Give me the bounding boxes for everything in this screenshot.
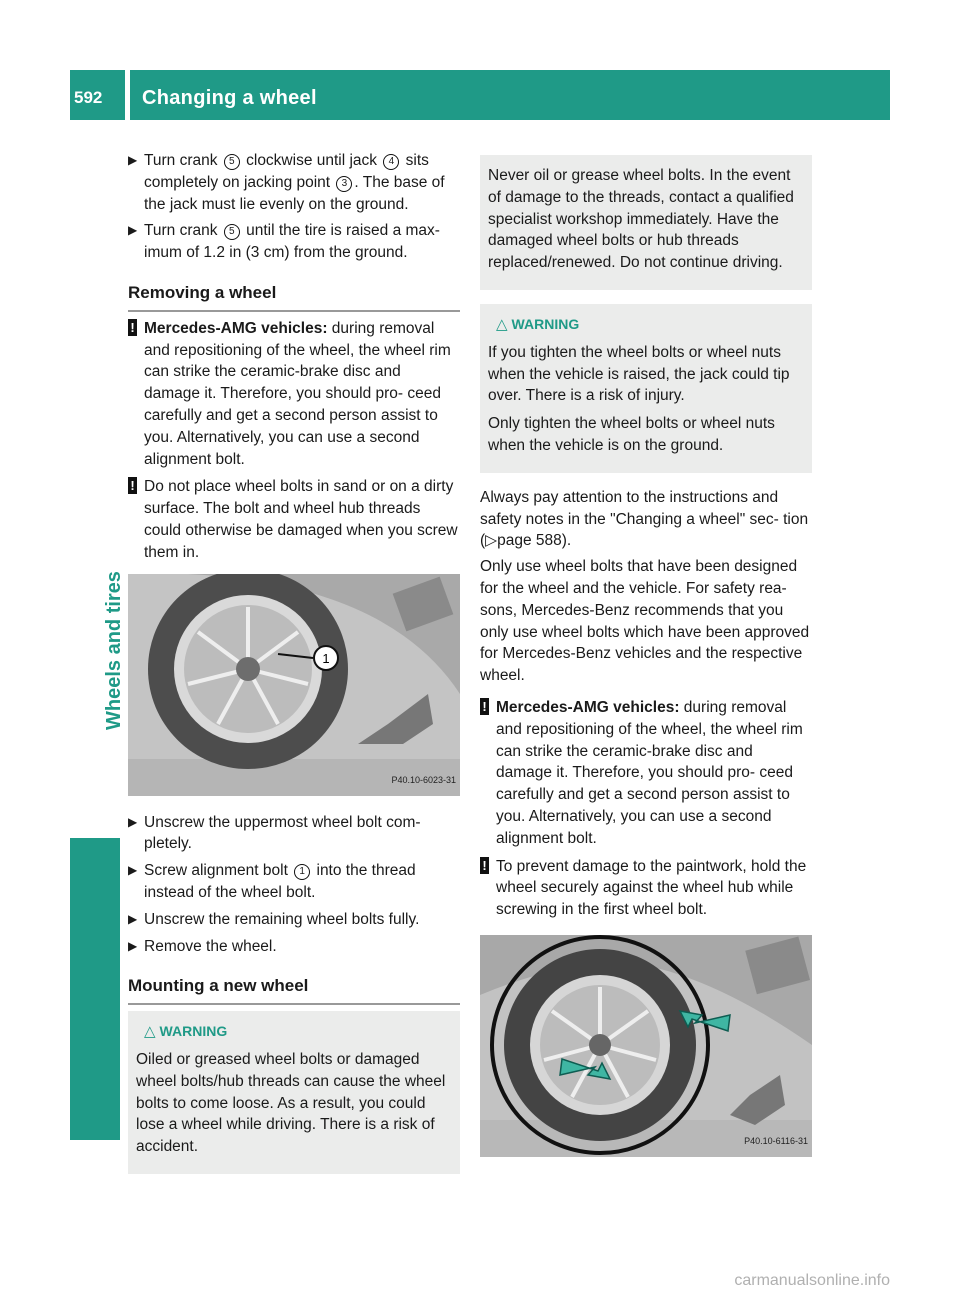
warning-text: If you tighten the wheel bolts or wheel nuts when the vehicle is raised, the jack could tip over. There is a risk of injury. — [488, 343, 790, 405]
warning-text: Oiled or greased wheel bolts or damaged wheel bolts/hub threads can cause the wheel bolts to come loose. As a result, you could lose a wheel while driving. There is a risk of accident. — [136, 1050, 446, 1156]
caution-icon: ! — [128, 477, 137, 494]
step-item: ▶ Remove the wheel. — [128, 936, 460, 958]
caution-note: ! Mercedes-AMG vehicles: during removal and repositioning of the wheel, the wheel rim can strike the ceramic-brake disc and damage it. Therefore, you should pro- ceed carefully and get a second person assist to you. Alternatively, you can use a second alignment bolt. — [128, 318, 460, 471]
figure-alignment-bolt — [128, 574, 460, 796]
caution-icon: ! — [128, 319, 137, 336]
figure-code: P40.10-6023-31 — [391, 774, 456, 785]
warning-triangle-icon: △ — [144, 1023, 156, 1041]
warning-box — [128, 1011, 460, 1174]
warning-heading: △ WARNING — [496, 315, 580, 333]
callout-icon: 5 — [224, 154, 240, 170]
section-heading-removing: Removing a wheel — [128, 282, 460, 312]
body-paragraph: Only use wheel bolts that have been designed for the wheel and the vehicle. For safety rea- sons, Mercedes-Benz recommends that you only use wheel bolts which have been approved for Mercedes-Benz vehicles and the respective wheel. — [480, 558, 810, 685]
figure-code: P40.10-6116-31 — [744, 1136, 808, 1147]
caution-icon: ! — [480, 698, 489, 715]
callout-icon: 1 — [294, 864, 310, 880]
wheel-mounting-illustration — [480, 935, 812, 1157]
page-ref-arrow-icon: ▷ — [485, 532, 498, 550]
continuation-text: Never oil or grease wheel bolts. In the event of damage to the threads, contact a qualified specialist workshop immediately. Have the damaged wheel bolts or hub threads replaced/renewed. Do not continue driving. — [488, 167, 794, 272]
step-item: ▶ Turn crank 5 clockwise until jack 4 sits completely on jacking point 3 . The base of the jack must lie evenly on the ground. — [128, 152, 445, 213]
body-paragraph: Always pay attention to the instructions and safety notes in the "Changing a wheel" sec- tion (▷page 588). — [480, 488, 809, 550]
page-number: 592 — [74, 88, 103, 107]
step-arrow-icon: ▶ — [128, 223, 138, 238]
right-column — [480, 155, 812, 1173]
callout-icon: 4 — [383, 154, 399, 170]
step-item: ▶ Turn crank 5 until the tire is raised a max- imum of 1.2 in (3 cm) from the ground. — [128, 222, 440, 262]
warning-heading: △ WARNING — [144, 1023, 228, 1041]
step-item: ▶ Unscrew the uppermost wheel bolt com- pletely. — [128, 813, 421, 853]
section-heading-mounting: Mounting a new wheel — [128, 975, 460, 1005]
page-header — [70, 70, 890, 120]
caution-icon: ! — [480, 857, 489, 874]
watermark: carmanualsonline.info — [734, 1272, 890, 1289]
step-arrow-icon: ▶ — [128, 911, 138, 926]
figure-wheel-mounting — [480, 935, 812, 1157]
step-arrow-icon: ▶ — [128, 938, 138, 953]
step-arrow-icon: ▶ — [128, 863, 138, 878]
warning-box — [480, 304, 812, 473]
continuation-box — [480, 155, 812, 290]
warning-text: Only tighten the wheel bolts or wheel nuts when the vehicle is on the ground. — [488, 415, 775, 454]
page-title: Changing a wheel — [142, 87, 317, 109]
step-item: ▶ Unscrew the remaining wheel bolts fully. — [128, 909, 460, 931]
step-item: ▶ Screw alignment bolt 1 into the thread instead of the wheel bolt. — [128, 862, 416, 901]
caution-note: ! Mercedes-AMG vehicles: during removal and repositioning of the wheel, the wheel rim can strike the ceramic-brake disc and damage it. Therefore, you should pro- ceed carefully and get a second person assist to you. Alternatively, you can use a second alignment bolt. — [480, 697, 812, 850]
callout-icon: 5 — [224, 224, 240, 240]
header-divider — [125, 70, 130, 120]
left-column — [128, 150, 460, 1188]
chapter-tab-label: Wheels and tires — [103, 571, 125, 730]
page-reference-link[interactable]: page 588 — [497, 532, 562, 550]
step-arrow-icon: ▶ — [128, 153, 138, 167]
caution-note: ! To prevent damage to the paintwork, hold the wheel securely against the wheel hub while screwing in the first wheel bolt. — [480, 856, 812, 921]
step-arrow-icon: ▶ — [128, 814, 138, 829]
wheel-illustration — [128, 574, 460, 796]
figure-callout-1: 1 — [322, 650, 330, 666]
caution-note: ! Do not place wheel bolts in sand or on a dirty surface. The bolt and wheel hub threads could otherwise be damaged when you screw them in. — [128, 476, 460, 563]
callout-icon: 3 — [336, 176, 352, 192]
warning-triangle-icon: △ — [496, 315, 508, 333]
chapter-tab-block — [70, 838, 120, 1140]
